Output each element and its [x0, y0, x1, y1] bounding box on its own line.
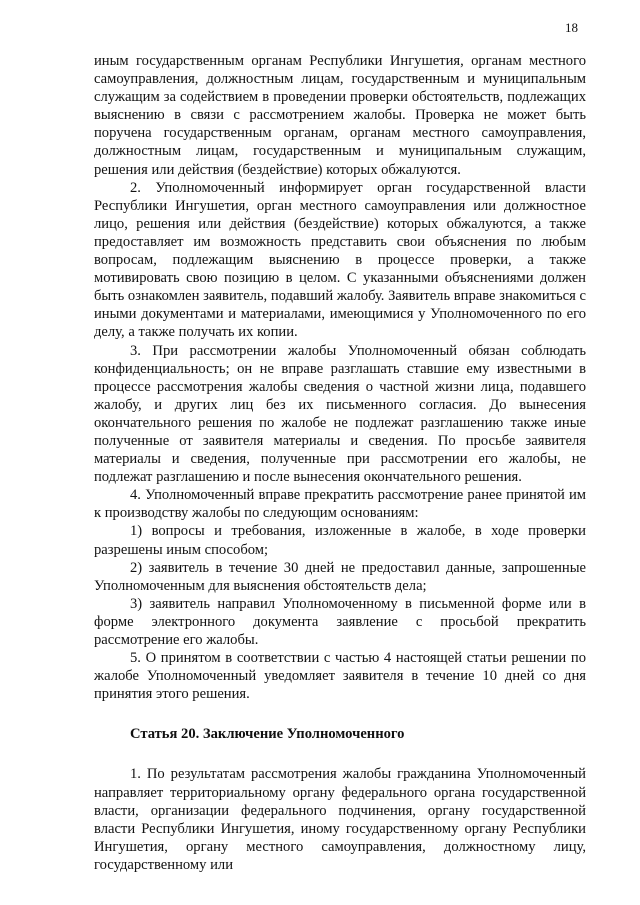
- article-heading: Статья 20. Заключение Уполномоченного: [130, 726, 405, 743]
- paragraph-2: 2. Уполномоченный информирует орган государственной власти Республики Ингушетия, орган местного самоуправления или должностное лицо, решения или действия (бездействие) которых обжалуются, а также предоставляет им возможность представить свои объяснения по любым вопросам, подлежащим выяснению в процессе проверки, а также мотивировать свою позицию в целом. С указанными объяснениями должен быть ознакомлен заявитель, подавший жалобу. Заявитель вправе знакомиться с иными документами и материалами, имеющимися у Уполномоченного по его делу, а также получать их копии.: [94, 179, 586, 341]
- paragraph-4: 4. Уполномоченный вправе прекратить рассмотрение ранее принятой им к производству жалобы по следующим основаниям:: [94, 487, 586, 522]
- paragraph-5: 5. О принятом в соответствии с частью 4 настоящей статьи решении по жалобе Уполномоченный уведомляет заявителя в течение 10 дней со дня принятия этого решения.: [94, 650, 586, 703]
- list-item-3: 3) заявитель направил Уполномоченному в письменной форме или в форме электронного документа заявление с просьбой прекратить рассмотрение его жалобы.: [94, 595, 586, 648]
- article-20-paragraph-1: 1. По результатам рассмотрения жалобы гражданина Уполномоченный направляет территориальному органу федерального органа государственной власти, организации федерального подчинения, органу государственной власти Республики Ингушетия, иному государственному органу Республики Ингушетия, органу местного самоуправления, должностному лицу, государственному или: [94, 766, 586, 873]
- paragraph-continuation: иным государственным органам Республики Ингушетия, органам местного самоуправления, должностным лицам, государственным и муниципальным служащим за содействием в проведении проверки обстоятельств, подлежащих выяснению в связи с рассмотрением жалобы. Проверка не может быть поручена государственным органам, органам местного самоуправления, должностным лицам, государственным и муниципальным служащим, решения или действия (бездействие) которых обжалуются.: [94, 53, 586, 178]
- list-item-2: 2) заявитель в течение 30 дней не предоставил данные, запрошенные Уполномоченным для выяснения обстоятельств дела;: [94, 559, 586, 594]
- document-body: [94, 52, 586, 874]
- page-number: 18: [565, 20, 578, 35]
- paragraph-3: 3. При рассмотрении жалобы Уполномоченный обязан соблюдать конфиденциальность; он не вправе разглашать ставшие ему известными в процессе рассмотрения жалобы сведения о частной жизни лица, подавшего жалобу, и других лиц без их письменного согласия. До вынесения окончательного решения по жалобе не подлежат разглашению также иные полученные от заявителя материалы и сведения. По просьбе заявителя материалы и сведения, полученные при рассмотрении его жалобы, не подлежат разглашению и после вынесения окончательного решения.: [94, 342, 586, 486]
- list-item-1: 1) вопросы и требования, изложенные в жалобе, в ходе проверки разрешены иным способом;: [94, 523, 586, 558]
